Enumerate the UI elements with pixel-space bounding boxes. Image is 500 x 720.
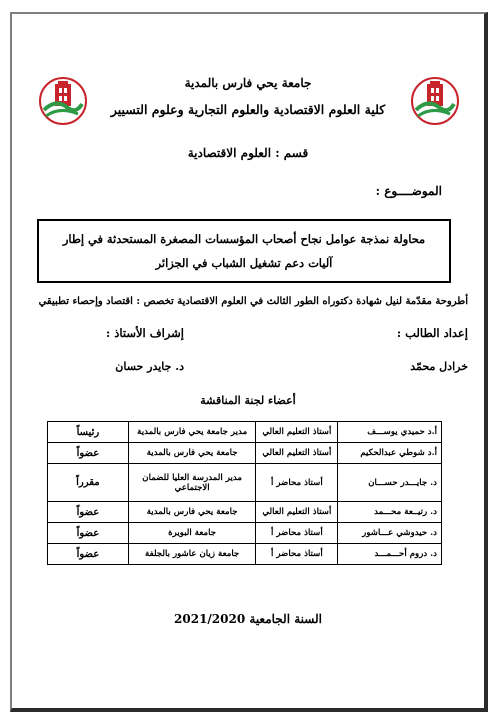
member-institution: جامعة البويرة [128,523,256,544]
member-role: رئيساً [48,422,129,443]
member-rank: أستاذ محاضر أ [256,464,338,502]
table-row [48,544,442,565]
subject-label: الموضــــوع : [375,184,442,198]
member-name: د. جايـــدر حســـان [338,464,442,502]
member-role: عضواً [48,443,129,464]
thesis-title-box [37,219,451,283]
table-row [48,422,442,443]
member-institution: جامعة يحي فارس بالمدية [128,443,256,464]
member-role: مقرراً [48,464,129,502]
table-row [48,464,442,502]
member-institution: مدير المدرسة العليا للضمان الاجتماعي [128,464,256,502]
faculty-name: كلية العلوم الاقتصادية والعلوم التجارية وعلوم التسيير [110,102,386,117]
member-name: أ.د حميدي يوســـف [338,422,442,443]
committee-title: أعضاء لجنة المناقشة [200,394,296,407]
member-rank: أستاذ محاضر أ [256,544,338,565]
academic-year: السنة الجامعية 2021/2020 [174,612,322,626]
member-rank: أستاذ محاضر أ [256,523,338,544]
member-role: عضواً [48,544,129,565]
member-institution: جامعة يحي فارس بالمدية [128,502,256,523]
supervisor-label: إشراف الأستاذ : [105,326,184,340]
member-institution: مدير جامعة يحي فارس بالمدية [128,422,256,443]
table-row [48,502,442,523]
prepared-by-label: إعداد الطالب : [396,326,468,340]
member-name: أ.د شوطي عبدالحكيم [338,443,442,464]
student-name: خرادل محمّد [410,360,468,373]
thesis-title: محاولة نمذجة عوامل نجاح أصحاب المؤسسات المصغرة المستحدثة في إطار آليات دعم تشغيل الشباب في الجزائر [62,232,426,270]
member-rank: أستاذ التعليم العالي [256,422,338,443]
member-name: د. حيدوشي عـــاشور [338,523,442,544]
table-row [48,523,442,544]
member-institution: جامعة زيان عاشور بالجلفة [128,544,256,565]
member-name: د. رتيــعة محـــمد [338,502,442,523]
committee-table [47,421,442,565]
university-name: جامعة يحي فارس بالمدية [184,76,312,90]
member-name: د. دروم أحـــمـــد [338,544,442,565]
member-rank: أستاذ التعليم العالي [256,502,338,523]
table-row [48,443,442,464]
member-rank: أستاذ التعليم العالي [256,443,338,464]
thesis-cover-page [10,12,488,712]
degree-statement: أطروحة مقدّمة لنيل شهادة دكتوراه الطور الثالث في العلوم الاقتصادية تخصص : اقتصاد وإحصاء تطبيقي [38,296,468,307]
member-role: عضواً [48,502,129,523]
member-role: عضواً [48,523,129,544]
supervisor-name: د. جايدر حسان [115,360,184,373]
department-name: قسم : العلوم الاقتصادية [187,146,309,160]
